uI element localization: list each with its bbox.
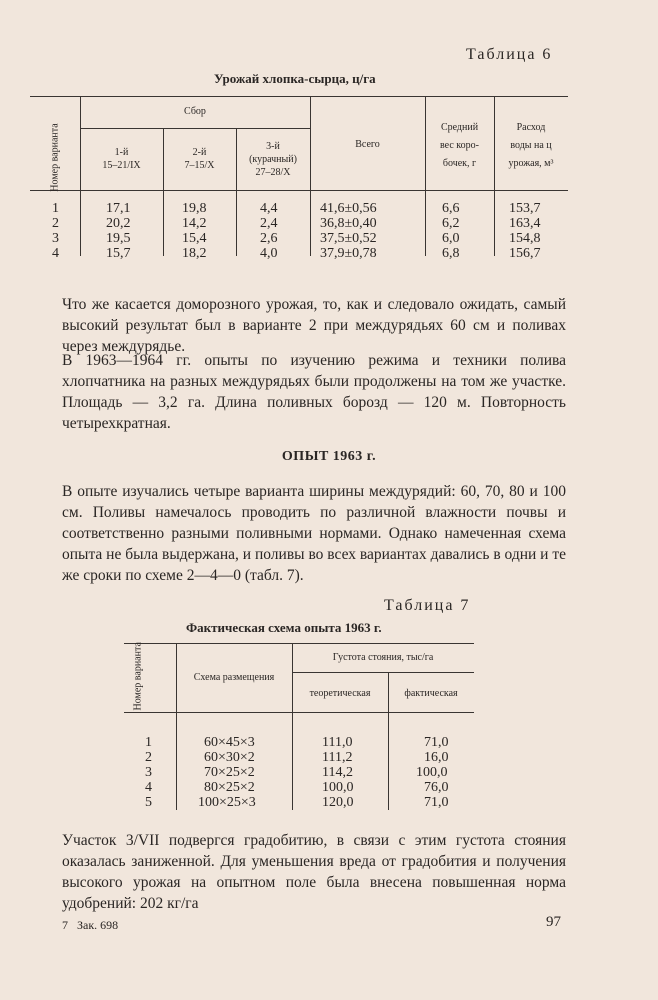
table7-header-scheme: Схема размещения [193,672,275,683]
paragraph-experiment-description: В опыте изучались четыре варианта ширины междурядий: 60, 70, 80 и 100 см. Поливы намечалось проводить по различной влажности почвы и соответственно разными поливными нормами. Однако намеченная схема опыта не была выдержана, и поливы во всех вариантах давались в одни и те же сроки по схеме 2—4—0 (табл. 7). [62,483,566,584]
paragraph-hail-damage: Участок 3/VII подвергся градобитию, в связи с этим густота стояния оказалась заниженной. Для уменьшения вреда от градобития и получения высокого урожая на опытном поле была внесена повышенная норма удобрений: 202 кг/га [62,832,566,912]
table6-caption: Таблица 6 [466,46,553,63]
table7-header-variant: Номер варианта [132,642,144,711]
paragraph-early-harvest: Что же касается доморозного урожая, то, как и следовало ожидать, самый высокий результат был в варианте 2 при междурядьях 60 см и поливах через междурядье. [62,296,566,355]
table7-header-theoretical: теоретическая [309,688,371,699]
table6-title: Урожай хлопка-сырца, ц/га [214,71,376,86]
table6-header-second: 2-й 7–15/X [184,147,215,171]
table7-caption: Таблица 7 [384,597,471,614]
table6-header-water: Расход воды на ц урожая, м³ [508,122,554,169]
table7-title: Фактическая схема опыта 1963 г. [186,620,382,635]
table7-header-actual: фактическая [404,688,458,699]
table6-header-variant: Номер варианта [49,123,61,192]
table6-header-harvest: Сбор [184,106,206,117]
table6-header-third: 3-й (курачный) 27–28/X [249,141,297,178]
paragraph-experiments-1963-1964: В 1963—1964 гг. опыты по изучению режима и техники полива хлопчатника на разных междурядьях были продолжены на том же участке. Площадь — 3,2 га. Длина поливных борозд — 120 м. Повторность четырехкратная. [62,352,566,432]
table6-header-first: 1-й 15–21/IX [102,147,141,171]
footer-order-number: 7 Зак. 698 [62,918,119,932]
table7-header-density: Густота стояния, тыс/га [332,652,434,663]
book-page: Таблица 6 Урожай хлопка-сырца, ц/га Номер варианта Сбор 1-й 15–21/IX 2-й 7–15/X 3-й (курачный) 27–28/X Всего Средний вес коро- бочек, г Расход воды на ц урожая, м³ 1 17,1 19,8 4,4 41,6±0,56 6,6 153,7 2 20,2 14,2 2,4 36,8±0,40 6,2 163,4 3 19,5 15,4 2,6 37,5±0,52 6,0 154,8 4 15,7 18,2 4,0 37,9±0,78 6,8 156,7 Что же касается доморозного урожая, то, как и следовало ожидать, самый высокий результат был в варианте 2 при междурядьях 60 см и поливах через междурядье. В 1963—1964 гг. опыты по изучению режима и техники полива хлопчатника на разных междурядьях были продолжены на том же участке. Площадь — 3,2 га. Длина поливных борозд — 120 м. Повторность четырехкратная. ОПЫТ 1963 г. В опыте изучались четыре варианта ширины междурядий: 60, 70, 80 и 100 см. Поливы намечалось проводить по различной влажности почвы и соответственно разными поливными нормами. Однако намеченная схема опыта не была выдержана, и поливы во всех вариантах давались в одни и те же сроки по схеме 2—4—0 (табл. 7). Таблица 7 Фактическая схема опыта 1963 г. Номер варианта Схема размещения Густота стояния, тыс/га теоретическая фактическая 1 60×45×3 111,0 71,0 2 60×30×2 111,2 16,0 3 70×25×2 114,2 100,0 4 80×25×2 100,0 76,0 5 100×25×3 120,0 71,0 Участок 3/VII подвергся градобитию, в связи с этим густота стояния оказалась заниженной. Для уменьшения вреда от градобития и получения высокого урожая на опытном поле была внесена повышенная норма удобрений: 202 кг/га 7 Зак. 698 97 [0,0,658,1000]
section-heading: ОПЫТ 1963 г. [281,449,377,464]
table6-header-total: Всего [355,139,380,150]
page-number: 97 [546,914,561,930]
table6-header-avg: Средний вес коро- бочек, г [440,122,479,169]
